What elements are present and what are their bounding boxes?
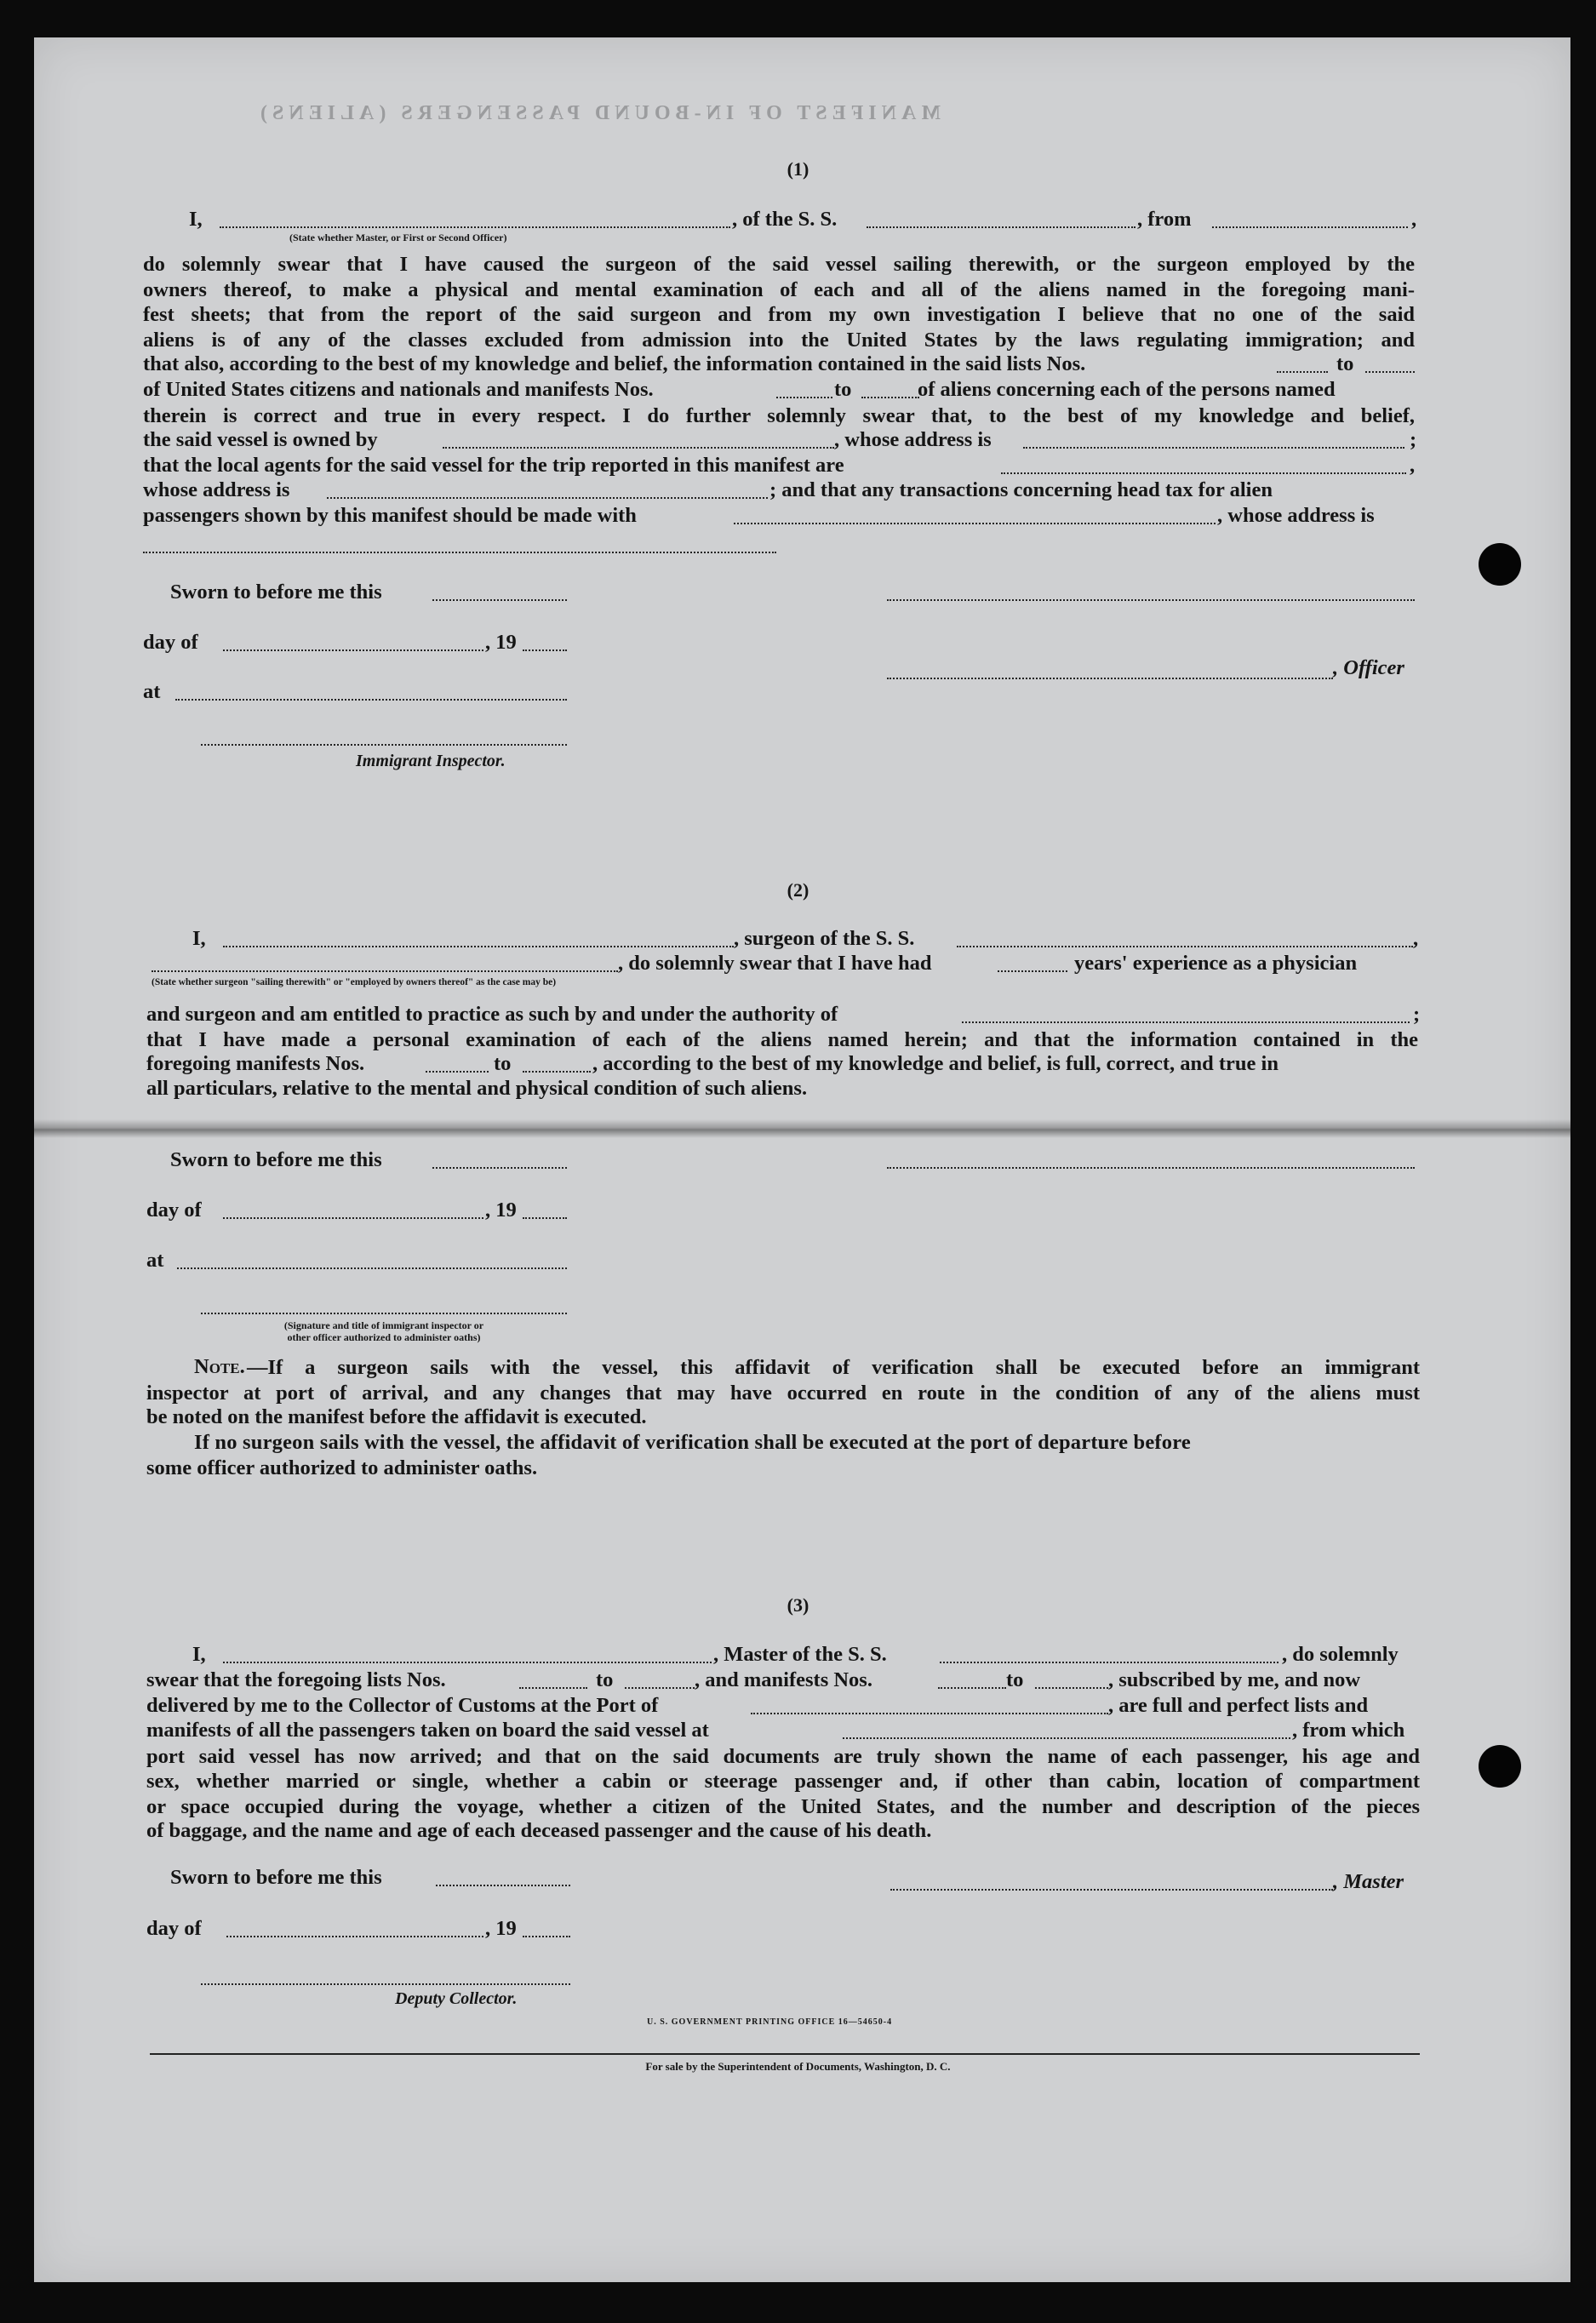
section1-line-7: therein is correct and true in every respect. I do further solemnly swear that, to the best of my knowledge and belief, bbox=[143, 404, 1415, 427]
section2-at-field[interactable] bbox=[177, 1267, 567, 1269]
section3-line-7: or space occupied during the voyage, whether a citizen of the United States, and the number and description of the pieces bbox=[146, 1795, 1420, 1818]
from-port-field[interactable] bbox=[1212, 226, 1408, 228]
port-of-field[interactable] bbox=[751, 1713, 1108, 1714]
section2-line-3b: ; bbox=[1413, 1003, 1421, 1026]
section2-year-field[interactable] bbox=[523, 1217, 567, 1219]
section1-line-10b: ; and that any transactions concerning head tax for alien bbox=[769, 478, 1273, 501]
section1-line-3: fest sheets; that from the report of the said surgeon and from my own investigation I believe that no one of the said bbox=[143, 303, 1415, 326]
agents-address-field[interactable] bbox=[327, 497, 768, 499]
inspector-signature-field[interactable] bbox=[201, 744, 567, 746]
section3-line-2b: to bbox=[596, 1668, 614, 1691]
note-line-3: be noted on the manifest before the affidavit is executed. bbox=[146, 1405, 647, 1428]
section1-line-11a: passengers shown by this manifest should be made with bbox=[143, 504, 637, 527]
section2-at: at bbox=[146, 1249, 164, 1272]
note-label bbox=[194, 1355, 245, 1379]
section3-line-2d: to bbox=[1006, 1668, 1024, 1691]
surgeon-signature-field[interactable] bbox=[887, 1167, 1415, 1169]
section3-line-3b: , are full and perfect lists and bbox=[1108, 1694, 1369, 1717]
section1-line-1: do solemnly swear that I have caused the surgeon of the said vessel sailing therewith, or the surgeon employed by the bbox=[143, 253, 1415, 276]
years-experience-field[interactable] bbox=[998, 970, 1067, 972]
section2-sworn-date-field[interactable] bbox=[432, 1167, 567, 1169]
master-signature-field[interactable] bbox=[890, 1889, 1333, 1891]
note-line-4: If no surgeon sails with the vessel, the affidavit of verification shall be executed at the port of departure before bbox=[194, 1431, 1191, 1454]
surgeon-name-field[interactable] bbox=[223, 946, 734, 947]
boarding-port-field[interactable] bbox=[843, 1737, 1290, 1739]
section3-line-2a: swear that the foregoing lists Nos. bbox=[146, 1668, 446, 1691]
section3-manifests-from-field[interactable] bbox=[938, 1687, 1006, 1689]
section3-deputy: Deputy Collector. bbox=[395, 1989, 518, 2008]
paper-fold bbox=[34, 1119, 1570, 1138]
head-tax-party-field[interactable] bbox=[734, 523, 1216, 524]
deputy-collector-signature-field[interactable] bbox=[201, 1983, 570, 1985]
manifests-from-field[interactable] bbox=[776, 397, 832, 398]
faint-bleedthrough-header: MANIFEST OF IN-BOUND PASSENGERS (ALIENS) bbox=[255, 102, 941, 124]
section2-line-6: all particulars, relative to the mental and physical condition of such aliens. bbox=[146, 1077, 808, 1100]
section1-line-4: aliens is of any of the classes excluded from admission into the United States by the laws regulating immigration; and bbox=[143, 329, 1415, 352]
section2-manifests-from-field[interactable] bbox=[426, 1071, 489, 1073]
section2-year: , 19 bbox=[485, 1199, 517, 1222]
section2-line-3a: and surgeon and am entitled to practice as such by and under the authority of bbox=[146, 1003, 838, 1026]
section3-do-solemnly: , do solemnly bbox=[1282, 1643, 1399, 1666]
section3-master-of: , Master of the S. S. bbox=[713, 1643, 887, 1666]
section3-line-4a: manifests of all the passengers taken on board the said vessel at bbox=[146, 1719, 709, 1742]
section1-at: at bbox=[143, 680, 161, 703]
officer-signature-field[interactable] bbox=[887, 599, 1415, 601]
section3-line-6: sex, whether married or single, whether a cabin or steerage passenger and, if other than cabin, location of compartment bbox=[146, 1770, 1420, 1793]
section1-line-6a: of United States citizens and nationals and manifests Nos. bbox=[143, 378, 654, 401]
section1-comma: , bbox=[1411, 208, 1417, 231]
section2-inspector-signature-field[interactable] bbox=[201, 1313, 567, 1314]
lists-to-field[interactable] bbox=[1365, 371, 1415, 373]
owner-address-field[interactable] bbox=[1023, 447, 1404, 449]
section3-i: I, bbox=[192, 1643, 206, 1666]
section1-line-5a: that also, according to the best of my knowledge and belief, the information contained in the said lists Nos. bbox=[143, 352, 1086, 375]
section3-line-8: of baggage, and the name and age of each deceased passenger and the cause of his death. bbox=[146, 1819, 932, 1842]
note-line-5: some officer authorized to administer oaths. bbox=[146, 1456, 538, 1479]
section2-surgeon-of: , surgeon of the S. S. bbox=[734, 927, 915, 950]
note-line-1: —If a surgeon sails with the vessel, this affidavit of verification shall be executed before an immigrant bbox=[247, 1356, 1420, 1379]
section3-manifests-to-field[interactable] bbox=[1035, 1687, 1108, 1689]
section2-day-of: day of bbox=[146, 1199, 202, 1222]
master-name-field[interactable] bbox=[223, 1662, 712, 1663]
note-label-text: Note. bbox=[194, 1355, 245, 1378]
lists-from-field[interactable] bbox=[1277, 371, 1328, 373]
section3-vessel-field[interactable] bbox=[940, 1662, 1279, 1663]
practice-authority-field[interactable] bbox=[962, 1021, 1410, 1023]
gpo-imprint: U. S. GOVERNMENT PRINTING OFFICE 16—54650-4 bbox=[647, 2017, 893, 2027]
section1-sworn-date-field[interactable] bbox=[432, 599, 567, 601]
section2-manifests-to-field[interactable] bbox=[523, 1071, 591, 1073]
section3-line-2c: , and manifests Nos. bbox=[695, 1668, 872, 1691]
local-agents-field[interactable] bbox=[1001, 472, 1406, 474]
officer-title-field[interactable] bbox=[887, 678, 1333, 679]
section1-day-field[interactable] bbox=[223, 649, 483, 651]
section2-line-5c: , according to the best of my knowledge and belief, is full, correct, and true in bbox=[592, 1052, 1279, 1075]
section1-sworn: Sworn to before me this bbox=[170, 581, 382, 604]
footer-rule bbox=[150, 2053, 1420, 2055]
section3-day-field[interactable] bbox=[226, 1936, 483, 1937]
section2-line-5b: to bbox=[494, 1052, 512, 1075]
section1-year-field[interactable] bbox=[523, 649, 567, 651]
for-sale-notice: For sale by the Superintendent of Documents, Washington, D. C. bbox=[645, 2060, 951, 2073]
officer-name-field[interactable] bbox=[220, 226, 730, 228]
punch-hole-top bbox=[1479, 543, 1521, 586]
section2-state-note: (State whether surgeon "sailing therewith" or "employed by owners thereof" as the case may be) bbox=[152, 977, 557, 987]
section3-lists-from-field[interactable] bbox=[519, 1687, 587, 1689]
head-tax-address-field[interactable] bbox=[143, 552, 776, 553]
manifests-to-field[interactable] bbox=[861, 397, 919, 398]
section1-number: (1) bbox=[787, 158, 809, 180]
section1-line-5b: to bbox=[1336, 352, 1354, 375]
surgeon-status-field[interactable] bbox=[152, 970, 618, 972]
section2-sworn: Sworn to before me this bbox=[170, 1148, 382, 1171]
vessel-name-field[interactable] bbox=[867, 226, 1136, 228]
section3-sworn-date-field[interactable] bbox=[436, 1885, 570, 1886]
section3-number: (3) bbox=[787, 1594, 809, 1616]
note-line-2: inspector at port of arrival, and any changes that may have occurred en route in the condition of any of the aliens must bbox=[146, 1382, 1420, 1405]
section2-vessel-field[interactable] bbox=[957, 946, 1413, 947]
section3-year: , 19 bbox=[485, 1917, 517, 1940]
section1-day-of: day of bbox=[143, 631, 198, 654]
section1-officer: , Officer bbox=[1333, 656, 1404, 679]
section1-of-ss: , of the S. S. bbox=[732, 208, 838, 231]
section1-line-8c: ; bbox=[1410, 428, 1417, 451]
section1-line-9c: , bbox=[1410, 454, 1416, 477]
owner-field[interactable] bbox=[443, 447, 834, 449]
section3-sworn: Sworn to before me this bbox=[170, 1866, 382, 1889]
section1-line-8a: the said vessel is owned by bbox=[143, 428, 378, 451]
section3-master: , Master bbox=[1333, 1870, 1404, 1893]
section2-line-4: that I have made a personal examination of each of the aliens named herein; and that the information contained in the bbox=[146, 1028, 1418, 1051]
section3-line-2e: , subscribed by me, and now bbox=[1108, 1668, 1361, 1691]
section1-line-2: owners thereof, to make a physical and mental examination of each and all of the aliens named in the foregoing mani- bbox=[143, 278, 1415, 301]
section1-line-6b: to bbox=[834, 378, 852, 401]
section2-comma: , bbox=[1413, 927, 1419, 950]
section1-i: I, bbox=[189, 208, 203, 231]
section2-number: (2) bbox=[787, 879, 809, 901]
section1-state-note: (State whether Master, or First or Second Officer) bbox=[289, 232, 507, 243]
section1-year: , 19 bbox=[485, 631, 517, 654]
section2-years: years' experience as a physician bbox=[1074, 952, 1358, 975]
section1-inspector: Immigrant Inspector. bbox=[356, 752, 506, 770]
section1-from: , from bbox=[1137, 208, 1192, 231]
punch-hole-bottom bbox=[1479, 1745, 1521, 1788]
section2-sig-note-2: other officer authorized to administer oaths) bbox=[287, 1331, 481, 1343]
section2-swear: , do solemnly swear that I have had bbox=[618, 952, 932, 975]
section1-line-6c: of aliens concerning each of the persons named bbox=[918, 378, 1336, 401]
section1-line-9: that the local agents for the said vessel for the trip reported in this manifest are bbox=[143, 454, 844, 477]
section2-i: I, bbox=[192, 927, 206, 950]
section2-day-field[interactable] bbox=[223, 1217, 483, 1219]
section1-at-field[interactable] bbox=[175, 699, 567, 701]
section1-line-8b: , whose address is bbox=[834, 428, 992, 451]
section3-lists-to-field[interactable] bbox=[625, 1687, 695, 1689]
section3-line-3a: delivered by me to the Collector of Customs at the Port of bbox=[146, 1694, 659, 1717]
section3-day-of: day of bbox=[146, 1917, 202, 1940]
section2-sig-note-1: (Signature and title of immigrant inspector or bbox=[283, 1319, 484, 1331]
section1-line-10a: whose address is bbox=[143, 478, 290, 501]
section3-line-5: port said vessel has now arrived; and that on the said documents are truly shown the name of each passenger, his age and bbox=[146, 1745, 1420, 1768]
section3-line-4b: , from which bbox=[1292, 1719, 1405, 1742]
section2-line-5a: foregoing manifests Nos. bbox=[146, 1052, 365, 1075]
section3-year-field[interactable] bbox=[523, 1936, 570, 1937]
section1-line-11b: , whose address is bbox=[1217, 504, 1375, 527]
